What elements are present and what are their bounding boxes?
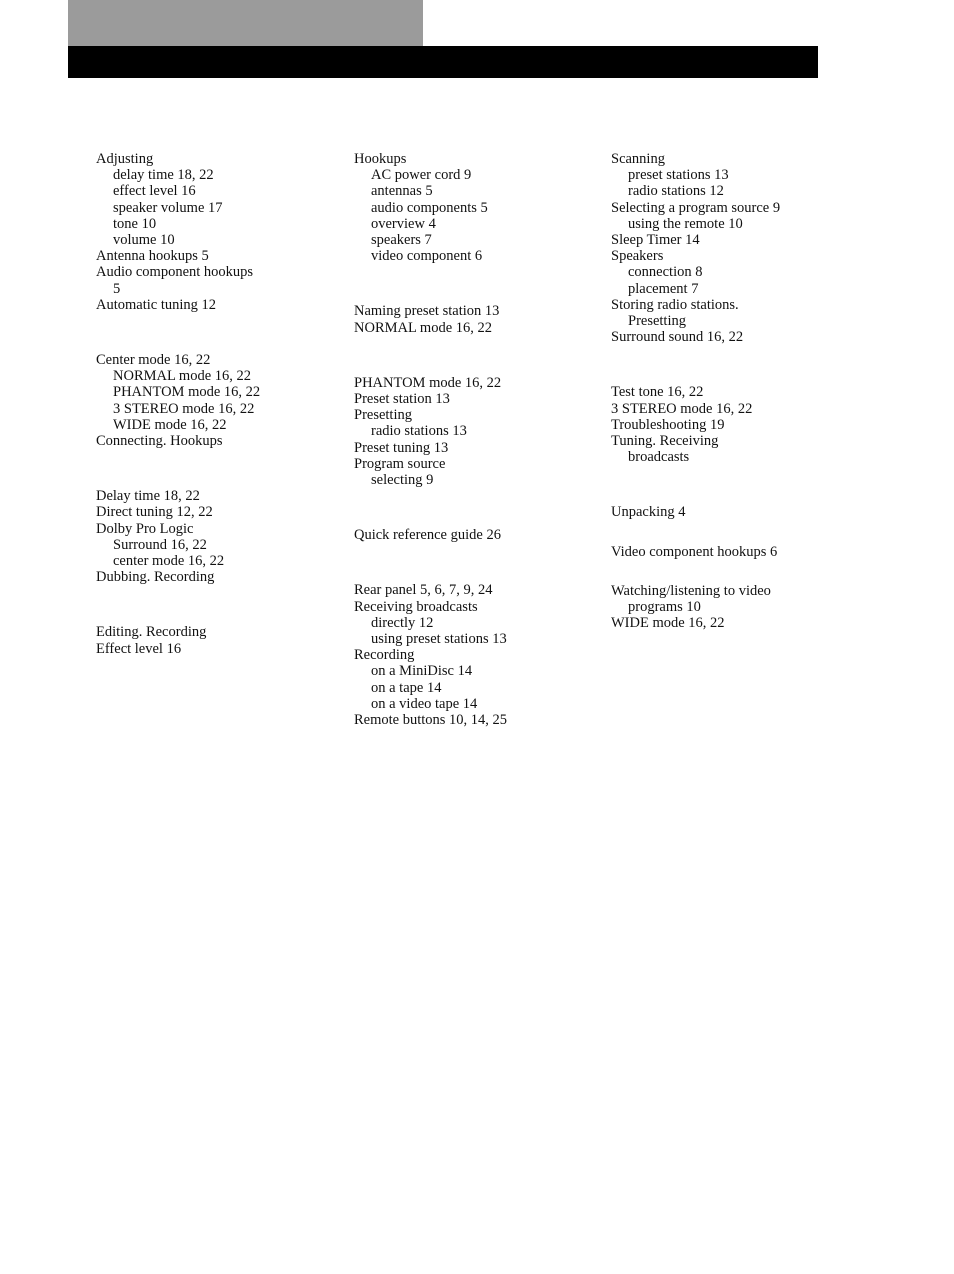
index-entry: Sleep Timer 14 [611, 232, 700, 249]
index-entry: Direct tuning 12, 22 [96, 504, 213, 521]
index-entry: Automatic tuning 12 [96, 296, 217, 313]
index-subentry: audio components 5 [371, 199, 488, 216]
index-entry: Video component hookups 6 [611, 543, 778, 560]
index-entry: Remote buttons 10, 14, 25 [354, 712, 508, 729]
index-subentry: 3 STEREO mode 16, 22 [113, 400, 255, 417]
index-entry: Delay time 18, 22 [96, 488, 200, 505]
index-subentry: speaker volume 17 [113, 199, 223, 216]
index-subentry: Surround 16, 22 [113, 536, 207, 553]
index-subentry: Presetting [628, 313, 686, 330]
index-subentry: on a tape 14 [371, 679, 442, 696]
index-subentry: AC power cord 9 [371, 167, 472, 184]
index-entry: Unpacking 4 [611, 504, 686, 521]
index-entry: Receiving broadcasts [354, 598, 478, 615]
index-entry: Effect level 16 [96, 640, 182, 657]
index-entry: Connecting. Hookups [96, 433, 223, 450]
index-subentry: radio stations 12 [628, 183, 724, 200]
index-subentry: WIDE mode 16, 22 [113, 416, 227, 433]
index-entry: WIDE mode 16, 22 [611, 615, 725, 632]
index-entry: Test tone 16, 22 [611, 384, 704, 401]
index-entry: Selecting a program source 9 [611, 199, 781, 216]
index-entry: PHANTOM mode 16, 22 [354, 374, 502, 391]
index-subentry: center mode 16, 22 [113, 553, 225, 570]
index-entry: Adjusting [96, 151, 154, 167]
index-subentry: overview 4 [371, 215, 436, 232]
index-subentry: placement 7 [628, 280, 699, 297]
index-column-1 [96, 151, 346, 657]
index-entry: Preset station 13 [354, 391, 450, 408]
index-entry: Naming preset station 13 [354, 303, 500, 320]
index-entry: Scanning [611, 151, 665, 167]
index-subentry: PHANTOM mode 16, 22 [113, 384, 261, 401]
index-subentry: video component 6 [371, 248, 483, 265]
header-bar [68, 46, 818, 78]
index-subentry: preset stations 13 [628, 167, 729, 184]
index-entry: Hookups [354, 151, 407, 167]
index-entry: Speakers [611, 248, 664, 265]
index-entry: Preset tuning 13 [354, 439, 449, 456]
index-entry: Recording [354, 647, 415, 664]
index-subentry: using preset stations 13 [371, 631, 507, 648]
index-column-2 [354, 151, 604, 728]
index-entry: Editing. Recording [96, 624, 207, 641]
index-subentry: programs 10 [628, 599, 701, 616]
index-entry: Tuning. Receiving [611, 433, 719, 450]
index-subentry: radio stations 13 [371, 423, 467, 440]
index-entry: Presetting [354, 407, 412, 424]
index-subentry: directly 12 [371, 614, 434, 631]
index-subentry: connection 8 [628, 264, 703, 281]
index-subentry: broadcasts [628, 449, 690, 466]
index-subentry: 5 [113, 280, 121, 297]
index-entry: Watching/listening to video [611, 582, 771, 599]
index-entry: Surround sound 16, 22 [611, 329, 744, 346]
index-subentry: antennas 5 [371, 183, 433, 200]
index-subentry: delay time 18, 22 [113, 167, 214, 184]
index-entry: Program source [354, 455, 446, 472]
index-entry: Rear panel 5, 6, 7, 9, 24 [354, 582, 493, 599]
index-subentry: tone 10 [113, 215, 157, 232]
index-subentry: on a MiniDisc 14 [371, 663, 473, 680]
index-entry: Dolby Pro Logic [96, 520, 194, 537]
index-subentry: speakers 7 [371, 232, 432, 249]
index-entry: Storing radio stations. [611, 296, 739, 313]
index-entry: Dubbing. Recording [96, 569, 215, 586]
index-entry: Quick reference guide 26 [354, 527, 501, 544]
index-subentry: NORMAL mode 16, 22 [113, 368, 252, 385]
index-entry: Troubleshooting 19 [611, 416, 725, 433]
index-entry: Antenna hookups 5 [96, 248, 209, 265]
index-column-3 [611, 151, 861, 631]
index-entry: Audio component hookups [96, 264, 254, 281]
index-subentry: using the remote 10 [628, 215, 743, 232]
index-subentry: on a video tape 14 [371, 695, 478, 712]
index-entry: 3 STEREO mode 16, 22 [611, 400, 753, 417]
index-subentry: selecting 9 [371, 472, 434, 489]
header-tab [68, 0, 423, 46]
index-subentry: volume 10 [113, 232, 175, 249]
index-entry: NORMAL mode 16, 22 [354, 319, 493, 336]
index-subentry: effect level 16 [113, 183, 196, 200]
index-entry: Center mode 16, 22 [96, 352, 211, 369]
